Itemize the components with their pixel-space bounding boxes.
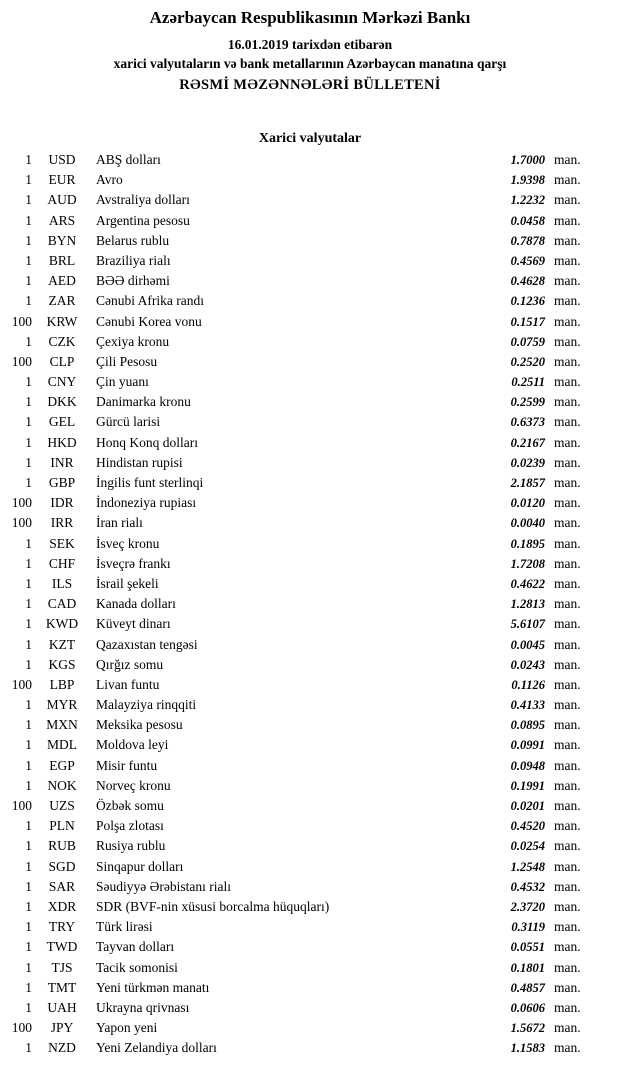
- unit-label: man.: [554, 898, 581, 914]
- currency-name: İngilis funt sterlinqi: [96, 475, 204, 490]
- currency-name: Avro: [96, 172, 123, 188]
- rate-row: [0, 231, 620, 251]
- unit-label: man.: [554, 818, 581, 834]
- rate-row: [0, 190, 620, 210]
- unit-label: man.: [554, 192, 581, 208]
- rate-value: 1.5672: [510, 1021, 545, 1036]
- rate-row: [0, 756, 620, 776]
- rate-row: [0, 836, 620, 856]
- currency-name: Çin yuanı: [96, 374, 149, 390]
- currency-name: Misir funtu: [96, 757, 158, 773]
- rate-quantity: 1: [25, 414, 32, 430]
- currency-name: Sinqapur dolları: [96, 858, 184, 874]
- rate-row: [0, 655, 620, 675]
- unit-label: man.: [554, 676, 581, 692]
- rate-quantity: 1: [25, 878, 32, 894]
- currency-name: Danimarka kronu: [96, 394, 191, 410]
- rate-row: [0, 574, 620, 594]
- rate-value: 0.2599: [510, 395, 545, 410]
- rate-row: [0, 211, 620, 231]
- rate-quantity: 1: [25, 858, 32, 874]
- rate-row: [0, 473, 620, 493]
- rate-row: [0, 170, 620, 190]
- unit-label: man.: [554, 353, 581, 369]
- unit-label: man.: [554, 232, 581, 248]
- unit-label: man.: [554, 616, 581, 632]
- effective-date: 16.01.2019 tarixdən etibarən: [227, 37, 393, 52]
- rate-quantity: 1: [25, 475, 32, 490]
- rate-value: 0.4622: [510, 576, 545, 591]
- currency-code: HKD: [47, 434, 77, 450]
- rate-row: [0, 897, 620, 917]
- rate-value: 1.7208: [510, 556, 545, 571]
- currency-code: KRW: [46, 313, 78, 329]
- rate-row: [0, 352, 620, 372]
- rate-row: [0, 372, 620, 392]
- currency-name: Hindistan rupisi: [96, 454, 183, 470]
- rate-row: [0, 271, 620, 291]
- currency-code: TJS: [51, 959, 73, 975]
- rate-quantity: 1: [25, 919, 32, 935]
- rate-quantity: 1: [25, 454, 32, 470]
- currency-name: Türk lirəsi: [96, 919, 153, 935]
- currency-name: İran rialı: [96, 515, 143, 531]
- unit-label: man.: [554, 777, 581, 793]
- currency-name: İsveç kronu: [96, 535, 160, 551]
- rate-quantity: 1: [25, 757, 32, 773]
- unit-label: man.: [554, 293, 581, 309]
- rate-quantity: 1: [25, 535, 32, 551]
- currency-code: CLP: [49, 353, 75, 369]
- currency-name: Belarus rublu: [96, 232, 170, 248]
- currency-code: GBP: [48, 475, 76, 490]
- rate-quantity: 1: [25, 232, 32, 248]
- currency-name: Avstraliya dolları: [96, 192, 190, 208]
- rate-value: 0.4628: [510, 274, 545, 289]
- bank-title: Azərbaycan Respublikasının Mərkəzi Bankı: [149, 8, 471, 27]
- rate-quantity: 1: [25, 293, 32, 309]
- currency-code: ZAR: [48, 293, 76, 309]
- currency-code: TRY: [48, 919, 76, 935]
- currency-code: EUR: [48, 172, 76, 188]
- currency-name: Kanada dolları: [96, 596, 176, 612]
- unit-label: man.: [554, 737, 581, 753]
- currency-code: CZK: [48, 333, 76, 349]
- rate-quantity: 1: [25, 636, 32, 652]
- unit-label: man.: [554, 798, 581, 813]
- rate-value: 0.4569: [510, 253, 545, 268]
- rate-row: [0, 513, 620, 533]
- currency-name: Argentina pesosu: [96, 212, 190, 228]
- rate-value: 1.2232: [510, 193, 545, 208]
- rate-quantity: 1: [25, 616, 32, 632]
- currency-name: Özbək somu: [96, 798, 164, 813]
- currency-code: RUB: [48, 838, 76, 854]
- currency-code: IRR: [50, 515, 74, 531]
- unit-label: man.: [554, 333, 581, 349]
- rate-row: [0, 998, 620, 1018]
- currency-name: Rusiya rublu: [96, 838, 166, 854]
- currency-name: Meksika pesosu: [96, 717, 183, 733]
- rate-quantity: 1: [25, 898, 32, 914]
- rate-value: 0.0254: [510, 839, 545, 854]
- unit-label: man.: [554, 495, 581, 511]
- rate-value: 0.0759: [510, 334, 545, 349]
- currency-code: CAD: [47, 596, 77, 612]
- unit-label: man.: [554, 515, 581, 531]
- unit-label: man.: [554, 939, 581, 955]
- rate-quantity: 100: [11, 798, 32, 813]
- section-title-foreign-currencies: Xarici valyutalar: [258, 131, 362, 146]
- unit-label: man.: [554, 575, 581, 591]
- currency-code: USD: [48, 152, 76, 167]
- currency-name: Yeni türkmən manatı: [96, 979, 210, 995]
- rate-row: [0, 534, 620, 554]
- rate-row: [0, 635, 620, 655]
- rate-quantity: 1: [25, 374, 32, 390]
- currency-code: AED: [48, 273, 76, 289]
- rate-value: 0.7878: [510, 233, 545, 248]
- currency-code: UAH: [47, 999, 77, 1015]
- rate-value: 0.0040: [510, 516, 545, 531]
- rate-value: 0.4857: [510, 980, 545, 995]
- rate-quantity: 100: [11, 353, 32, 369]
- currency-name: Yeni Zelandiya dolları: [96, 1040, 217, 1056]
- rate-row: [0, 857, 620, 877]
- currency-code: AUD: [47, 192, 77, 208]
- rate-value: 0.0895: [510, 718, 545, 733]
- rate-row: [0, 312, 620, 332]
- currency-name: Qazaxıstan tengəsi: [96, 636, 198, 652]
- currency-code: GEL: [48, 414, 76, 430]
- unit-label: man.: [554, 757, 581, 773]
- rate-row: [0, 877, 620, 897]
- currency-code: MYR: [46, 697, 78, 713]
- currency-code: CNY: [47, 374, 77, 390]
- rate-value: 0.4532: [510, 879, 545, 894]
- rate-quantity: 1: [25, 838, 32, 854]
- rate-value: 1.9398: [510, 173, 545, 188]
- unit-label: man.: [554, 313, 581, 329]
- rate-row: [0, 554, 620, 574]
- unit-label: man.: [554, 414, 581, 430]
- rate-quantity: 1: [25, 394, 32, 410]
- rate-value: 0.1126: [511, 677, 545, 692]
- rate-quantity: 1: [25, 737, 32, 753]
- rate-row: [0, 291, 620, 311]
- rate-value: 0.0045: [510, 637, 545, 652]
- currency-code: ILS: [51, 575, 73, 591]
- rate-row: [0, 453, 620, 473]
- rate-value: 0.0239: [510, 455, 545, 470]
- currency-code: KZT: [48, 636, 76, 652]
- unit-label: man.: [554, 394, 581, 410]
- rate-quantity: 1: [25, 192, 32, 208]
- rate-value: 2.3720: [510, 899, 545, 914]
- rate-row: [0, 917, 620, 937]
- unit-label: man.: [554, 717, 581, 733]
- rate-value: 2.1857: [510, 476, 545, 490]
- currency-code: IDR: [50, 495, 74, 511]
- unit-label: man.: [554, 1040, 581, 1056]
- currency-name: Səudiyyə Ərəbistanı rialı: [96, 878, 231, 894]
- rate-quantity: 1: [25, 697, 32, 713]
- rate-row: [0, 614, 620, 634]
- rate-value: 1.2548: [510, 859, 545, 874]
- currency-name: Gürcü larisi: [96, 414, 161, 430]
- unit-label: man.: [554, 858, 581, 874]
- bulletin-subtitle: xarici valyutaların və bank metallarının Azərbaycan manatına qarşı: [113, 56, 507, 71]
- currency-code: ARS: [48, 212, 76, 228]
- currency-code: INR: [50, 454, 74, 470]
- unit-label: man.: [554, 475, 581, 490]
- rate-row: [0, 937, 620, 957]
- rate-row: [0, 816, 620, 836]
- currency-name: İsveçrə frankı: [96, 555, 171, 571]
- rate-quantity: 100: [11, 313, 32, 329]
- rate-row: [0, 796, 620, 816]
- rate-value: 0.0991: [510, 738, 545, 753]
- rate-row: [0, 493, 620, 513]
- rate-value: 0.4133: [510, 698, 545, 713]
- rate-quantity: 1: [25, 818, 32, 834]
- currency-code: BYN: [47, 232, 77, 248]
- rate-value: 0.2511: [511, 375, 545, 390]
- rate-row: [0, 675, 620, 695]
- currency-code: JPY: [50, 1020, 74, 1036]
- currency-code: KGS: [48, 656, 76, 672]
- unit-label: man.: [554, 252, 581, 268]
- rate-quantity: 1: [25, 999, 32, 1015]
- currency-code: SEK: [49, 535, 75, 551]
- rate-value: 1.2813: [510, 597, 545, 612]
- currency-code: PLN: [49, 818, 75, 834]
- rate-value: 0.1236: [510, 294, 545, 309]
- currency-code: UZS: [49, 798, 75, 813]
- rate-value: 0.0948: [510, 758, 545, 773]
- currency-name: İsrail şekeli: [96, 575, 159, 591]
- currency-name: Moldova leyi: [96, 737, 169, 753]
- currency-code: SAR: [48, 878, 76, 894]
- currency-name: SDR (BVF-nin xüsusi borcalma hüquqları): [96, 898, 330, 914]
- currency-code: NZD: [48, 1040, 76, 1056]
- rate-row: [0, 392, 620, 412]
- rate-value: 0.3119: [511, 920, 545, 935]
- rate-quantity: 1: [25, 152, 32, 167]
- currency-code: SGD: [48, 858, 76, 874]
- rate-row: [0, 695, 620, 715]
- rate-row: [0, 150, 620, 170]
- currency-name: Çili Pesosu: [96, 353, 158, 369]
- currency-name: Livan funtu: [96, 676, 160, 692]
- currency-name: Malayziya rinqqiti: [96, 697, 197, 713]
- unit-label: man.: [554, 959, 581, 975]
- rate-quantity: 100: [11, 1020, 32, 1036]
- rate-quantity: 1: [25, 273, 32, 289]
- currency-code: KWD: [45, 616, 79, 632]
- unit-label: man.: [554, 172, 581, 188]
- rate-quantity: 1: [25, 717, 32, 733]
- currency-code: TWD: [46, 939, 78, 955]
- rate-row: [0, 433, 620, 453]
- rate-value: 0.0458: [510, 213, 545, 228]
- rate-quantity: 1: [25, 959, 32, 975]
- rate-row: [0, 332, 620, 352]
- rate-value: 0.0551: [510, 940, 545, 955]
- rate-value: 0.1801: [510, 960, 545, 975]
- rate-quantity: 1: [25, 939, 32, 955]
- unit-label: man.: [554, 555, 581, 571]
- rate-quantity: 1: [25, 596, 32, 612]
- currency-code: LBP: [49, 676, 75, 692]
- currency-name: Qırğız somu: [96, 656, 164, 672]
- rate-value: 0.6373: [510, 415, 545, 430]
- unit-label: man.: [554, 878, 581, 894]
- rate-quantity: 100: [11, 676, 32, 692]
- rate-quantity: 1: [25, 333, 32, 349]
- rate-quantity: 1: [25, 252, 32, 268]
- currency-name: ABŞ dolları: [96, 152, 161, 167]
- rate-value: 1.1583: [510, 1041, 545, 1056]
- rate-row: [0, 412, 620, 432]
- rate-quantity: 1: [25, 172, 32, 188]
- rate-quantity: 1: [25, 555, 32, 571]
- currency-name: Tayvan dolları: [96, 939, 175, 955]
- bulletin-header: [0, 7, 620, 94]
- unit-label: man.: [554, 434, 581, 450]
- rate-quantity: 1: [25, 575, 32, 591]
- unit-label: man.: [554, 656, 581, 672]
- rate-value: 0.0243: [510, 657, 545, 672]
- rate-row: [0, 715, 620, 735]
- unit-label: man.: [554, 273, 581, 289]
- currency-code: MXN: [46, 717, 78, 733]
- currency-name: İndoneziya rupiası: [96, 495, 197, 511]
- rate-value: 0.2167: [510, 435, 545, 450]
- rate-row: [0, 1038, 620, 1058]
- rate-value: 0.1517: [510, 314, 545, 329]
- currency-name: Yapon yeni: [96, 1020, 158, 1036]
- rate-value: 5.6107: [510, 617, 545, 632]
- rate-value: 0.4520: [510, 819, 545, 834]
- unit-label: man.: [554, 999, 581, 1015]
- unit-label: man.: [554, 919, 581, 935]
- rate-quantity: 1: [25, 212, 32, 228]
- currency-name: Norveç kronu: [96, 777, 171, 793]
- rate-row: [0, 776, 620, 796]
- currency-code: NOK: [47, 777, 77, 793]
- rate-row: [0, 735, 620, 755]
- currency-name: Polşa zlotası: [96, 818, 164, 834]
- currency-name: Cənubi Korea vonu: [96, 313, 202, 329]
- currency-code: CHF: [48, 555, 76, 571]
- unit-label: man.: [554, 636, 581, 652]
- rate-quantity: 1: [25, 1040, 32, 1056]
- rate-value: 1.7000: [510, 153, 545, 167]
- rate-quantity: 100: [11, 515, 32, 531]
- rate-value: 0.0201: [510, 799, 545, 813]
- unit-label: man.: [554, 535, 581, 551]
- currency-name: Honq Konq dolları: [96, 434, 198, 450]
- currency-name: Küveyt dinarı: [96, 616, 171, 632]
- rate-row: [0, 958, 620, 978]
- unit-label: man.: [554, 697, 581, 713]
- rate-value: 0.0120: [510, 496, 545, 511]
- unit-label: man.: [554, 152, 581, 167]
- rate-value: 0.1991: [510, 778, 545, 793]
- rate-value: 0.0606: [510, 1000, 545, 1015]
- rate-quantity: 1: [25, 656, 32, 672]
- rate-row: [0, 978, 620, 998]
- rate-value: 0.2520: [510, 354, 545, 369]
- currency-code: MDL: [47, 737, 77, 753]
- rate-row: [0, 251, 620, 271]
- unit-label: man.: [554, 596, 581, 612]
- currency-code: TMT: [47, 979, 77, 995]
- rates-table: [0, 150, 620, 1058]
- unit-label: man.: [554, 374, 581, 390]
- currency-name: Braziliya rialı: [96, 252, 171, 268]
- rate-row: [0, 1018, 620, 1038]
- currency-name: BƏƏ dirhəmi: [96, 273, 170, 289]
- currency-code: EGP: [49, 757, 75, 773]
- rate-quantity: 1: [25, 434, 32, 450]
- currency-name: Çexiya kronu: [96, 333, 170, 349]
- unit-label: man.: [554, 838, 581, 854]
- unit-label: man.: [554, 454, 581, 470]
- rate-value: 0.1895: [510, 536, 545, 551]
- currency-code: DKK: [47, 394, 77, 410]
- unit-label: man.: [554, 979, 581, 995]
- rate-quantity: 1: [25, 979, 32, 995]
- rate-quantity: 1: [25, 777, 32, 793]
- unit-label: man.: [554, 212, 581, 228]
- currency-code: XDR: [47, 898, 77, 914]
- unit-label: man.: [554, 1020, 581, 1036]
- rate-quantity: 100: [11, 495, 32, 511]
- bulletin-title: RƏSMİ MƏZƏNNƏLƏRİ BÜLLETENİ: [179, 77, 441, 93]
- rate-row: [0, 594, 620, 614]
- currency-name: Ukrayna qrivnası: [96, 999, 190, 1015]
- currency-code: BRL: [48, 252, 76, 268]
- currency-name: Cənubi Afrika randı: [96, 293, 204, 309]
- currency-name: Tacik somonisi: [96, 959, 178, 975]
